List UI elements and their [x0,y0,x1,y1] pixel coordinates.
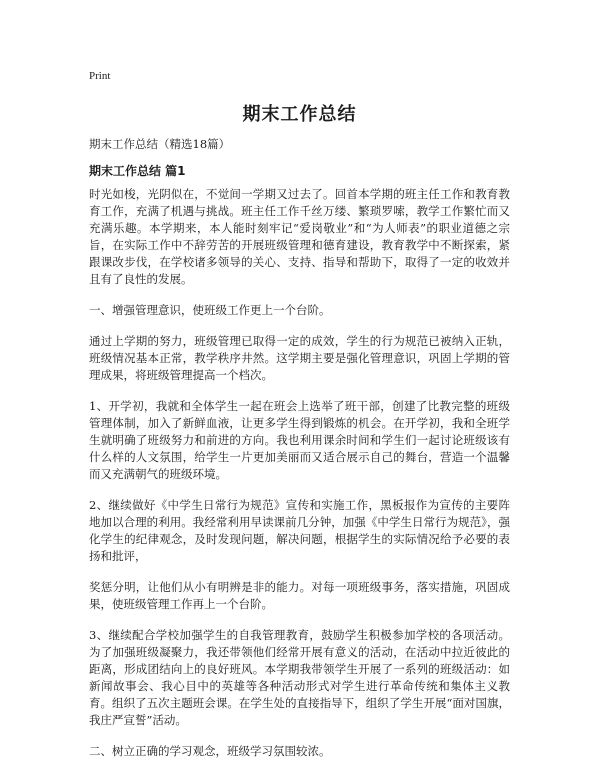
article-heading: 期末工作总结 篇1 [89,164,186,178]
print-label: Print [89,70,111,82]
document-title: 期末工作总结 [242,104,357,125]
paragraph-item-1: 1、开学初，我就和全体学生一起在班会上选举了班干部，创建了比教完整的班级管理体制，加入了新鲜血液，让更多学生得到锻炼的机会。在开学初，我和全班学生就明确了班级努力和前进的方向。我也利用课余时间和学生们一起讨论班级该有什么样的人文氛围，给学生一片更加美丽而又适合展示自己的舞台，营造一个温馨而又充满朝气的班级环境。 [89,399,510,481]
article-body [89,186,510,774]
paragraph-intro: 时光如梭，光阴似在，不觉间一学期又过去了。回首本学期的班主任工作和教育教育工作，充满了机遇与挑战。班主任工作千丝万缕、繁琐罗嗦，教学工作繁忙而又充满乐趣。本学期来，本人能时刻牢记“爱岗敬业”和“为人师表”的职业道德之宗旨，在实际工作中不辞劳苦的开展班级管理和德育建设，教育教学中不断探索，紧跟课改步伐，在学校诸多领导的关心、支持、指导和帮助下，取得了一定的收效并且有了良性的发展。 [89,187,510,286]
section-heading-2: 二、树立正确的学习观念，班级学习氛围较浓。 [89,744,331,758]
paragraph-section-1: 通过上学期的努力，班级管理已取得一定的成效，学生的行为规范已被纳入正轨，班级情况基本正常，教学秩序井然。这学期主要是强化管理意识，巩固上学期的管理成果，将班级管理提高一个档次。 [89,334,510,382]
paragraph-item-3: 3、继续配合学校加强学生的自我管理教育，鼓励学生积极参加学校的各项活动。为了加强班级凝聚力，我还带领他们经常开展有意义的活动，在活动中拉近彼此的距离，形成团结向上的良好班风。本学期我带领学生开展了一系列的班级活动：如新闻故事会、我心目中的英雄等各种活动形式对学生进行革命传统和集体主义教育。组织了五次主题班会课。在学生处的直接指导下，组织了学生开展“面对国旗，我庄严宣誓”活动。 [89,628,510,727]
paragraph-item-2: 2、继续做好《中学生日常行为规范》宣传和实施工作，黑板报作为宣传的主要阵地加以合理的利用。我经常利用早读课前几分钟，加强《中学生日常行为规范》，强化学生的纪律观念，及时发现问题，解决问题，根据学生的实际情况给予必要的表扬和批评， [89,498,510,563]
document-subtitle: 期末工作总结（精选18篇） [89,137,231,151]
section-heading-1: 一、增强管理意识，使班级工作更上一个台阶。 [89,303,331,317]
paragraph-item-2-continued: 奖惩分明，让他们从小有明辨是非的能力。对每一项班级事务，落实措施，巩固成果，使班级管理工作再上一个台阶。 [89,580,510,611]
